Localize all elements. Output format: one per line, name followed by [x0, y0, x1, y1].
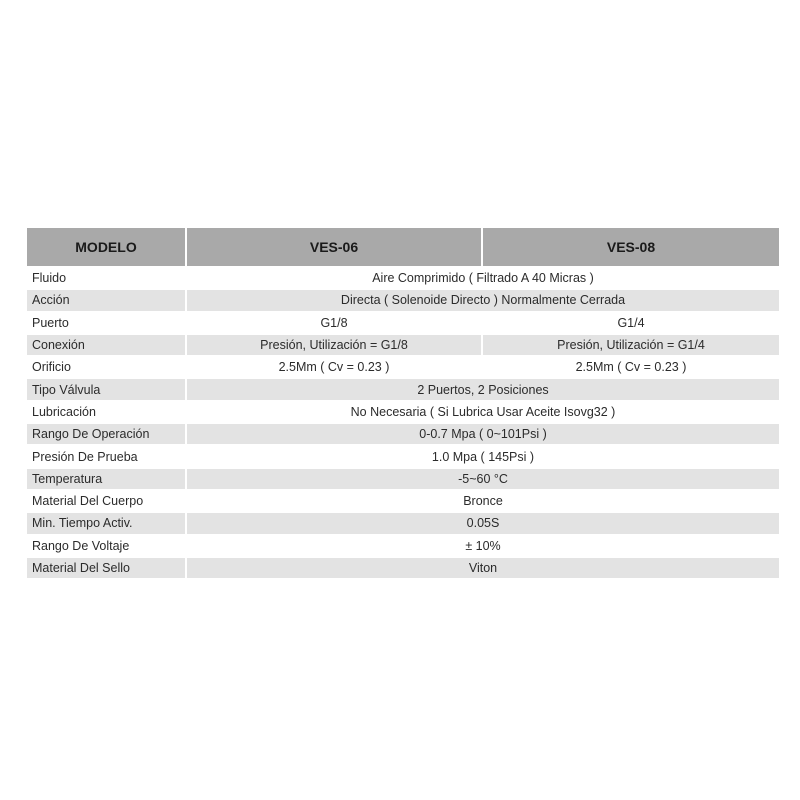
header-modelo: MODELO [27, 228, 186, 267]
table-row [27, 312, 779, 334]
table-row [27, 535, 779, 557]
row-value: -5~60 °C [186, 468, 779, 490]
row-label: Tipo Válvula [27, 378, 186, 400]
spec-table [27, 228, 779, 580]
table-row [27, 512, 779, 534]
row-value: Bronce [186, 490, 779, 512]
row-value-ves-08: 2.5Mm ( Cv = 0.23 ) [482, 356, 779, 378]
row-value: 1.0 Mpa ( 145Psi ) [186, 445, 779, 467]
row-label: Temperatura [27, 468, 186, 490]
table-row [27, 267, 779, 289]
table-row [27, 334, 779, 356]
row-label: Presión De Prueba [27, 445, 186, 467]
table-row [27, 468, 779, 490]
row-label: Lubricación [27, 401, 186, 423]
table-row [27, 423, 779, 445]
row-label: Puerto [27, 312, 186, 334]
row-label: Fluido [27, 267, 186, 289]
row-value-ves-08: Presión, Utilización = G1/4 [482, 334, 779, 356]
row-value: 0-0.7 Mpa ( 0~101Psi ) [186, 423, 779, 445]
row-label: Conexión [27, 334, 186, 356]
header-ves-08: VES-08 [482, 228, 779, 267]
row-label: Orificio [27, 356, 186, 378]
table-row [27, 401, 779, 423]
row-value: Viton [186, 557, 779, 579]
row-label: Acción [27, 289, 186, 311]
header-row [27, 228, 779, 267]
row-label: Material Del Cuerpo [27, 490, 186, 512]
table-row [27, 356, 779, 378]
row-value-ves-06: G1/8 [186, 312, 482, 334]
table-row [27, 557, 779, 579]
row-label: Material Del Sello [27, 557, 186, 579]
row-label: Rango De Voltaje [27, 535, 186, 557]
row-label: Min. Tiempo Activ. [27, 512, 186, 534]
row-value: 2 Puertos, 2 Posiciones [186, 378, 779, 400]
table-row [27, 378, 779, 400]
table-row [27, 289, 779, 311]
row-value: 0.05S [186, 512, 779, 534]
header-ves-06: VES-06 [186, 228, 482, 267]
row-label: Rango De Operación [27, 423, 186, 445]
row-value: ± 10% [186, 535, 779, 557]
row-value-ves-06: Presión, Utilización = G1/8 [186, 334, 482, 356]
row-value: Directa ( Solenoide Directo ) Normalmente Cerrada [186, 289, 779, 311]
table-row [27, 490, 779, 512]
row-value: Aire Comprimido ( Filtrado A 40 Micras ) [186, 267, 779, 289]
row-value: No Necesaria ( Si Lubrica Usar Aceite Isovg32 ) [186, 401, 779, 423]
row-value-ves-06: 2.5Mm ( Cv = 0.23 ) [186, 356, 482, 378]
row-value-ves-08: G1/4 [482, 312, 779, 334]
table-row [27, 445, 779, 467]
